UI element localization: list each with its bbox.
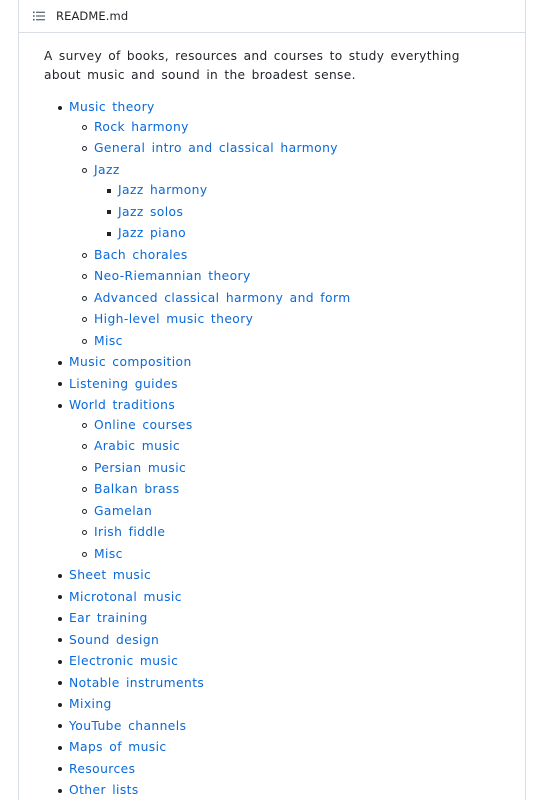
- list-item: [94, 245, 500, 267]
- toc-link-jazz-harmony[interactable]: Jazz harmony: [118, 183, 208, 197]
- list-item: [69, 630, 500, 652]
- list-item: [94, 309, 500, 331]
- toc-link-gamelan[interactable]: Gamelan: [94, 503, 153, 518]
- sublist-music-theory: [69, 117, 500, 353]
- list-item: [94, 331, 500, 353]
- list-item: [94, 501, 500, 523]
- toc-link-music-theory[interactable]: Music theory: [69, 100, 155, 114]
- sublist-world-traditions: [69, 415, 500, 566]
- toc-link-ear-training[interactable]: Ear training: [69, 611, 148, 625]
- readme-body: [19, 33, 525, 802]
- toc-link-jazz[interactable]: Jazz: [94, 162, 120, 177]
- toc-link-other-lists[interactable]: Other lists: [69, 783, 139, 797]
- toc-link-online-courses[interactable]: Online courses: [94, 417, 193, 432]
- list-unordered-icon[interactable]: [31, 8, 47, 24]
- table-of-contents: [44, 97, 500, 802]
- list-item: [94, 160, 500, 245]
- list-item: [69, 759, 500, 781]
- toc-link-music-composition[interactable]: Music composition: [69, 355, 192, 369]
- toc-link-persian-music[interactable]: Persian music: [94, 460, 187, 475]
- list-item: [69, 737, 500, 759]
- toc-link-high-level-theory[interactable]: High-level music theory: [94, 312, 254, 326]
- list-item: [69, 352, 500, 374]
- readme-header: [19, 0, 525, 33]
- toc-link-world-misc[interactable]: Misc: [94, 546, 123, 561]
- list-item: [69, 716, 500, 738]
- toc-link-notable-instruments[interactable]: Notable instruments: [69, 675, 205, 690]
- file-name: README.md: [56, 9, 129, 23]
- list-item: [69, 587, 500, 609]
- toc-link-maps-of-music[interactable]: Maps of music: [69, 740, 167, 754]
- list-item: [69, 97, 500, 352]
- toc-link-mixing[interactable]: Mixing: [69, 697, 112, 711]
- toc-link-resources[interactable]: Resources: [69, 761, 136, 776]
- list-item: [69, 374, 500, 396]
- toc-link-balkan-brass[interactable]: Balkan brass: [94, 482, 180, 496]
- toc-link-sound-design[interactable]: Sound design: [69, 632, 160, 647]
- toc-link-world-traditions[interactable]: World traditions: [69, 398, 176, 412]
- list-item: [118, 223, 500, 245]
- intro-paragraph: A survey of books, resources and courses to study everything about music and sound in the broadest sense.: [44, 49, 460, 82]
- readme-panel: [18, 0, 526, 800]
- toc-link-irish-fiddle[interactable]: Irish fiddle: [94, 525, 166, 539]
- toc-link-youtube-channels[interactable]: YouTube channels: [69, 718, 187, 733]
- toc-link-jazz-solos[interactable]: Jazz solos: [118, 204, 184, 219]
- toc-link-advanced-classical[interactable]: Advanced classical harmony and form: [94, 290, 351, 305]
- list-item: [94, 288, 500, 310]
- toc-link-neo-riemannian[interactable]: Neo-Riemannian theory: [94, 269, 251, 283]
- sublist-jazz: [94, 180, 500, 245]
- list-item: [69, 395, 500, 565]
- list-item: [69, 780, 500, 802]
- list-item: [69, 651, 500, 673]
- list-item: [69, 694, 500, 716]
- list-item: [118, 202, 500, 224]
- toc-link-microtonal-music[interactable]: Microtonal music: [69, 589, 182, 604]
- toc-link-electronic-music[interactable]: Electronic music: [69, 654, 179, 668]
- list-item: [94, 522, 500, 544]
- toc-link-bach-chorales[interactable]: Bach chorales: [94, 247, 188, 262]
- toc-link-theory-misc[interactable]: Misc: [94, 333, 123, 348]
- list-item: [94, 458, 500, 480]
- list-item: [69, 565, 500, 587]
- toc-link-arabic-music[interactable]: Arabic music: [94, 439, 181, 453]
- toc-link-jazz-piano[interactable]: Jazz piano: [118, 226, 187, 240]
- list-item: [69, 673, 500, 695]
- list-item: [94, 117, 500, 139]
- list-item: [94, 436, 500, 458]
- list-item: [69, 608, 500, 630]
- list-item: [94, 544, 500, 566]
- list-item: [94, 415, 500, 437]
- toc-link-listening-guides[interactable]: Listening guides: [69, 376, 178, 391]
- toc-link-rock-harmony[interactable]: Rock harmony: [94, 119, 189, 134]
- toc-link-general-intro[interactable]: General intro and classical harmony: [94, 141, 338, 155]
- list-item: [94, 479, 500, 501]
- list-item: [94, 138, 500, 160]
- toc-link-sheet-music[interactable]: Sheet music: [69, 568, 152, 582]
- list-item: [94, 266, 500, 288]
- list-item: [118, 180, 500, 202]
